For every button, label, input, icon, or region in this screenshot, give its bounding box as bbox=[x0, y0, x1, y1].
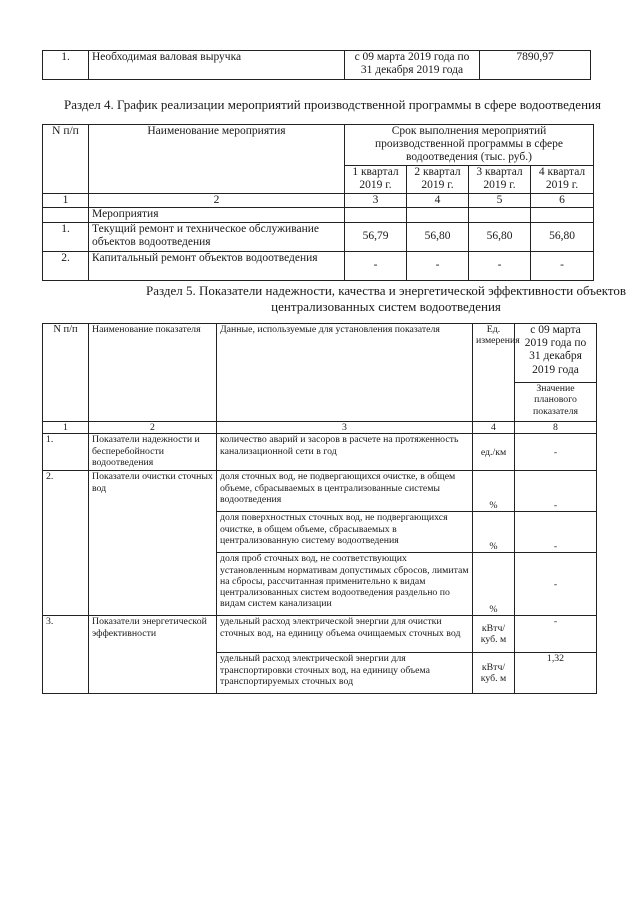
row-value: - bbox=[515, 553, 597, 616]
col-number: 3 bbox=[217, 422, 473, 434]
row-unit: ед./км bbox=[473, 434, 515, 471]
table-row bbox=[43, 616, 597, 653]
column-numbers-row bbox=[43, 422, 597, 434]
col-number: 2 bbox=[89, 422, 217, 434]
row-value: 56,80 bbox=[469, 222, 531, 251]
header-period: Срок выполнения мероприятий производственной программы в сфере водоотведения (тыс. руб.) bbox=[345, 125, 594, 166]
section5-title-line1: Раздел 5. Показатели надежности, качества и энергетической эффективности объектов bbox=[146, 283, 627, 298]
row-name: Текущий ремонт и техническое обслуживание объектов водоотведения bbox=[89, 222, 345, 251]
row-unit: % bbox=[473, 471, 515, 512]
col-number: 4 bbox=[407, 193, 469, 207]
revenue-value: 7890,97 bbox=[480, 51, 591, 80]
col-number: 1 bbox=[43, 193, 89, 207]
col-number: 6 bbox=[531, 193, 594, 207]
revenue-period-line2: 31 декабря 2019 года bbox=[360, 64, 464, 77]
row-value: 56,80 bbox=[407, 222, 469, 251]
col-number: 4 bbox=[473, 422, 515, 434]
revenue-period-line1: с 09 марта 2019 года по bbox=[354, 51, 470, 63]
header-period: с 09 марта 2019 года по 31 декабря 2019 года bbox=[515, 324, 597, 383]
row-value: - bbox=[515, 616, 597, 653]
row-value: - bbox=[531, 251, 594, 280]
revenue-table bbox=[42, 50, 591, 80]
table-row bbox=[43, 471, 597, 512]
row-name: Капитальный ремонт объектов водоотведения bbox=[89, 251, 345, 280]
row-unit: % bbox=[473, 512, 515, 553]
table-row bbox=[43, 251, 594, 280]
header-quarter-3: 3 квартал 2019 г. bbox=[469, 165, 531, 193]
section4-title: Раздел 4. График реализации мероприятий производственной программы в сфере водоотведения bbox=[64, 97, 601, 112]
header-value: Значение планового показателя bbox=[515, 383, 597, 422]
group-label: Мероприятия bbox=[89, 207, 345, 222]
row-unit: кВтч/куб. м bbox=[473, 653, 515, 694]
header-num: N п/п bbox=[43, 125, 89, 194]
row-name: Показатели надежности и бесперебойности водоотведения bbox=[89, 434, 217, 471]
row-value: - bbox=[515, 471, 597, 512]
header-quarter-4: 4 квартал 2019 г. bbox=[531, 165, 594, 193]
row-num: 2. bbox=[43, 471, 89, 616]
header-name: Наименование показателя bbox=[89, 324, 217, 422]
table-row bbox=[43, 207, 594, 222]
section5-title bbox=[146, 283, 626, 314]
row-data: доля поверхностных сточных вод, не подвергающихся очистке, в общем объеме, сбрасываемых в централизованную систему водоотведения bbox=[217, 512, 473, 553]
row-data: удельный расход электрической энергии для очистки сточных вод, на единицу объема очищаемых сточных вод bbox=[217, 616, 473, 653]
row-num: 2. bbox=[43, 251, 89, 280]
col-number: 5 bbox=[469, 193, 531, 207]
revenue-name: Необходимая валовая выручка bbox=[89, 51, 345, 80]
row-unit: % bbox=[473, 553, 515, 616]
header-data: Данные, используемые для установления показателя bbox=[217, 324, 473, 422]
table-row bbox=[43, 51, 591, 80]
col-number: 1 bbox=[43, 422, 89, 434]
row-data: количество аварий и засоров в расчете на протяженность канализационной сети в год bbox=[217, 434, 473, 471]
row-data: доля сточных вод, не подвергающихся очистке, в общем объеме, сбрасываемых в централизованные системы водоотведения bbox=[217, 471, 473, 512]
row-value: 56,79 bbox=[345, 222, 407, 251]
row-name: Показатели очистки сточных вод bbox=[89, 471, 217, 616]
row-value: - bbox=[469, 251, 531, 280]
col-number: 8 bbox=[515, 422, 597, 434]
row-value: - bbox=[407, 251, 469, 280]
revenue-period bbox=[345, 51, 480, 80]
column-numbers-row bbox=[43, 193, 594, 207]
col-number: 3 bbox=[345, 193, 407, 207]
row-data: доля проб сточных вод, не соответствующих установленным нормативам допустимых сбросов, лимитам на сбросы, рассчитанная применительно к видам централизованных систем водоотведения раздельно по видам систем канализации bbox=[217, 553, 473, 616]
header-num: N п/п bbox=[43, 324, 89, 422]
table-header-row bbox=[43, 324, 597, 383]
row-num: 3. bbox=[43, 616, 89, 694]
row-unit: кВтч/куб. м bbox=[473, 616, 515, 653]
row-num: 1. bbox=[43, 222, 89, 251]
header-name: Наименование мероприятия bbox=[89, 125, 345, 194]
table-row bbox=[43, 434, 597, 471]
row-value: 1,32 bbox=[515, 653, 597, 694]
header-quarter-1: 1 квартал 2019 г. bbox=[345, 165, 407, 193]
table-row bbox=[43, 222, 594, 251]
section5-title-line2: централизованных систем водоотведения bbox=[271, 298, 501, 314]
row-value: - bbox=[345, 251, 407, 280]
schedule-table bbox=[42, 124, 594, 281]
row-value: - bbox=[515, 434, 597, 471]
header-unit: Ед. измерения bbox=[473, 324, 515, 422]
row-value: - bbox=[515, 512, 597, 553]
table-header-row bbox=[43, 125, 594, 166]
header-quarter-2: 2 квартал 2019 г. bbox=[407, 165, 469, 193]
indicators-table bbox=[42, 323, 597, 694]
row-num: 1. bbox=[43, 434, 89, 471]
row-value: 56,80 bbox=[531, 222, 594, 251]
col-number: 2 bbox=[89, 193, 345, 207]
revenue-num: 1. bbox=[43, 51, 89, 80]
row-name: Показатели энергетической эффективности bbox=[89, 616, 217, 694]
row-data: удельный расход электрической энергии для транспортировки сточных вод, на единицу объема транспортируемых сточных вод bbox=[217, 653, 473, 694]
